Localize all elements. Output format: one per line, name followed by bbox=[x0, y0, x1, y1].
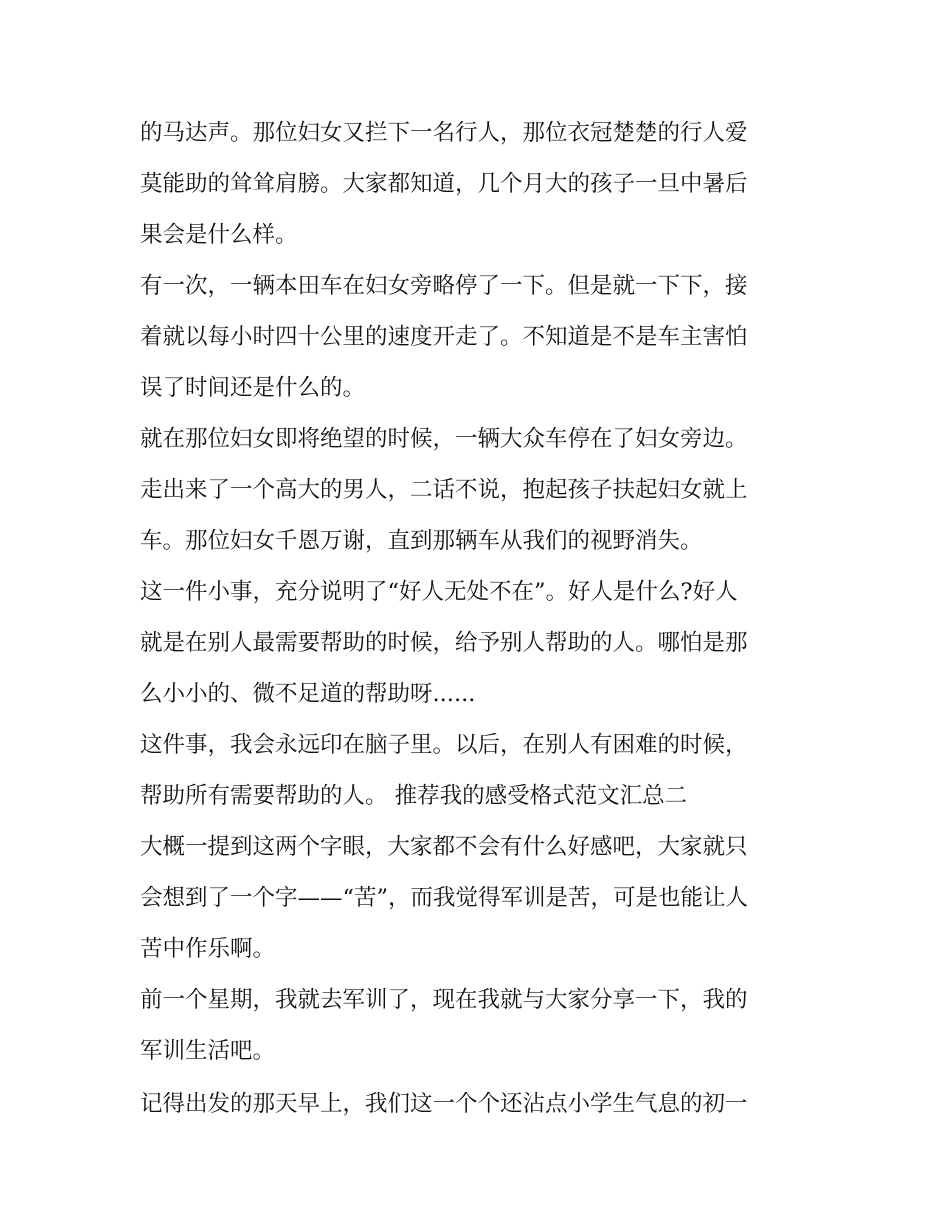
paragraph-6 bbox=[140, 822, 820, 975]
text-line: 莫能助的耸耸肩膀。大家都知道，几个月大的孩子一旦中暑后 bbox=[140, 171, 748, 197]
text-line: 的马达声。那位妇女又拦下一名行人，那位衣冠楚楚的行人爱 bbox=[140, 120, 748, 146]
text-line: 记得出发的那天早上，我们这一个个还沾点小学生气息的初一 bbox=[140, 1091, 748, 1117]
text-line: 车。那位妇女千恩万谢，直到那辆车从我们的视野消失。 bbox=[140, 528, 703, 554]
text-line: 这一件小事，充分说明了“好人无处不在”。好人是什么?好人 bbox=[140, 579, 738, 605]
text-line: 就是在别人最需要帮助的时候，给予别人帮助的人。哪怕是那 bbox=[140, 630, 748, 656]
paragraph-5 bbox=[140, 720, 820, 822]
paragraph-1 bbox=[140, 108, 820, 261]
paragraph-4 bbox=[140, 567, 820, 720]
paragraph-3 bbox=[140, 414, 820, 567]
text-line: 走出来了一个高大的男人，二话不说，抱起孩子扶起妇女就上 bbox=[140, 477, 748, 503]
text-line: 苦中作乐啊。 bbox=[140, 936, 276, 962]
text-line: 果会是什么样。 bbox=[140, 222, 298, 248]
text-line: 帮助所有需要帮助的人。 推荐我的感受格式范文汇总二 bbox=[140, 783, 688, 809]
document-body bbox=[140, 108, 820, 1130]
text-line: 大概一提到这两个字眼，大家都不会有什么好感吧，大家就只 bbox=[140, 834, 748, 860]
text-line: 军训生活吧。 bbox=[140, 1038, 276, 1064]
paragraph-7 bbox=[140, 975, 820, 1079]
text-line: 着就以每小时四十公里的速度开走了。不知道是不是车主害怕 bbox=[140, 324, 748, 350]
text-line: 就在那位妇女即将绝望的时候，一辆大众车停在了妇女旁边。 bbox=[140, 426, 748, 452]
text-line: 前一个星期，我就去军训了，现在我就与大家分享一下，我的 bbox=[140, 987, 748, 1013]
paragraph-2 bbox=[140, 261, 820, 414]
text-line: 这件事，我会永远印在脑子里。以后，在别人有困难的时候， bbox=[140, 732, 748, 758]
text-line: 有一次，一辆本田车在妇女旁略停了一下。但是就一下下，接 bbox=[140, 273, 748, 299]
text-line: 会想到了一个字——“苦”，而我觉得军训是苦，可是也能让人 bbox=[140, 885, 749, 911]
paragraph-8 bbox=[140, 1079, 820, 1130]
text-line: 么小小的、微不足道的帮助呀...... bbox=[140, 681, 476, 707]
text-line: 误了时间还是什么的。 bbox=[140, 375, 366, 401]
